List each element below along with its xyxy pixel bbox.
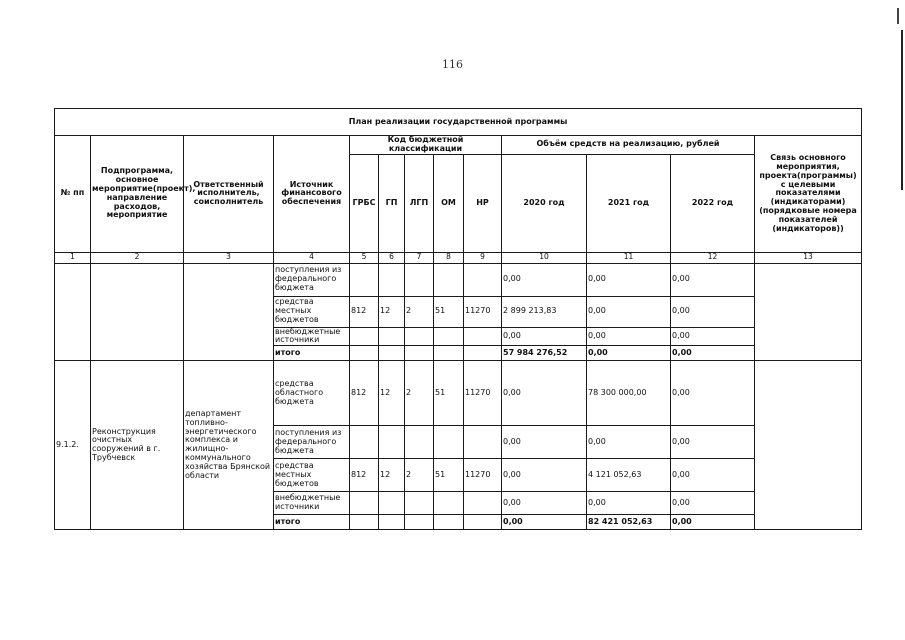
amount-2021: 0,00 (587, 327, 671, 346)
amount-2022: 0,00 (671, 296, 755, 327)
nr-cell (464, 492, 502, 515)
amount-2020: 0,00 (502, 263, 587, 296)
nr-cell (464, 327, 502, 346)
responsible-cell: департамент топливно-энергетического комплекса и жилищно-коммунального хозяйства Брянской области (184, 361, 274, 530)
nr-cell: 11270 (464, 459, 502, 492)
column-number: 5 (350, 252, 379, 263)
amount-2020: 0,00 (502, 459, 587, 492)
header-responsible: Ответственный исполнитель, соисполнитель (184, 136, 274, 253)
subprogram-cell: Реконструкция очистных сооружений в г. Трубчевск (91, 361, 184, 530)
lgp-cell (405, 327, 434, 346)
amount-2022: 0,00 (671, 361, 755, 426)
om-cell (434, 426, 464, 459)
header-gp: ГП (379, 154, 405, 252)
source-cell: итого (274, 515, 350, 530)
om-cell (434, 515, 464, 530)
column-number: 9 (464, 252, 502, 263)
header-link: Связь основного мероприятия, проекта(программы) с целевыми показателями (индикаторами) (порядковые номера показателей (индикаторов)) (755, 136, 862, 253)
nr-cell (464, 426, 502, 459)
responsible-cell (184, 263, 274, 361)
amount-2021: 4 121 052,63 (587, 459, 671, 492)
om-cell: 51 (434, 459, 464, 492)
gp-cell: 12 (379, 361, 405, 426)
lgp-cell (405, 263, 434, 296)
header-budget-code: Код бюджетной классификации (350, 136, 502, 155)
amount-2021: 0,00 (587, 346, 671, 361)
column-number: 4 (274, 252, 350, 263)
gp-cell (379, 346, 405, 361)
page-number: 116 (442, 58, 463, 71)
grbs-cell (350, 263, 379, 296)
om-cell: 51 (434, 361, 464, 426)
amount-2020: 0,00 (502, 361, 587, 426)
om-cell (434, 263, 464, 296)
source-cell: внебюджетные источники (274, 327, 350, 346)
om-cell (434, 327, 464, 346)
table-caption: План реализации государственной программы (55, 109, 862, 136)
source-cell: средства областного бюджета (274, 361, 350, 426)
table-row (55, 361, 862, 426)
program-plan-table (54, 108, 862, 530)
link-cell (755, 263, 862, 361)
header-funds: Объём средств на реализацию, рублей (502, 136, 755, 155)
scan-edge-mark-top (897, 8, 899, 24)
header-lgp: ЛГП (405, 154, 434, 252)
amount-2020: 0,00 (502, 327, 587, 346)
amount-2022: 0,00 (671, 515, 755, 530)
source-cell: поступления из федерального бюджета (274, 263, 350, 296)
amount-2022: 0,00 (671, 459, 755, 492)
om-cell (434, 492, 464, 515)
amount-2022: 0,00 (671, 346, 755, 361)
source-cell: итого (274, 346, 350, 361)
om-cell (434, 346, 464, 361)
amount-2021: 0,00 (587, 492, 671, 515)
lgp-cell (405, 515, 434, 530)
grbs-cell: 812 (350, 459, 379, 492)
header-2021: 2021 год (587, 154, 671, 252)
gp-cell (379, 327, 405, 346)
column-number: 8 (434, 252, 464, 263)
grbs-cell: 812 (350, 361, 379, 426)
grbs-cell (350, 492, 379, 515)
gp-cell (379, 492, 405, 515)
lgp-cell: 2 (405, 459, 434, 492)
table-row (55, 263, 862, 296)
header-om: ОМ (434, 154, 464, 252)
amount-2021: 0,00 (587, 263, 671, 296)
source-cell: средства местных бюджетов (274, 296, 350, 327)
column-number: 12 (671, 252, 755, 263)
gp-cell (379, 426, 405, 459)
amount-2021: 0,00 (587, 426, 671, 459)
header-subprogram: Подпрограмма, основное мероприятие(проект), направление расходов, мероприятие (91, 136, 184, 253)
grbs-cell (350, 426, 379, 459)
lgp-cell (405, 346, 434, 361)
amount-2020: 2 899 213,83 (502, 296, 587, 327)
column-number: 3 (184, 252, 274, 263)
column-number: 10 (502, 252, 587, 263)
scan-edge-mark (901, 30, 903, 190)
num-cell (55, 263, 91, 361)
amount-2022: 0,00 (671, 492, 755, 515)
grbs-cell: 812 (350, 296, 379, 327)
amount-2020: 0,00 (502, 492, 587, 515)
column-number: 6 (379, 252, 405, 263)
header-2022: 2022 год (671, 154, 755, 252)
amount-2021: 82 421 052,63 (587, 515, 671, 530)
gp-cell: 12 (379, 296, 405, 327)
amount-2022: 0,00 (671, 327, 755, 346)
nr-cell: 11270 (464, 361, 502, 426)
amount-2020: 57 984 276,52 (502, 346, 587, 361)
column-number: 13 (755, 252, 862, 263)
amount-2021: 78 300 000,00 (587, 361, 671, 426)
amount-2022: 0,00 (671, 263, 755, 296)
num-cell: 9.1.2. (55, 361, 91, 530)
nr-cell (464, 515, 502, 530)
gp-cell (379, 515, 405, 530)
amount-2021: 0,00 (587, 296, 671, 327)
lgp-cell: 2 (405, 296, 434, 327)
header-source: Источник финансового обеспечения (274, 136, 350, 253)
amount-2020: 0,00 (502, 426, 587, 459)
column-number-row (55, 252, 862, 263)
gp-cell: 12 (379, 459, 405, 492)
nr-cell (464, 346, 502, 361)
nr-cell: 11270 (464, 296, 502, 327)
gp-cell (379, 263, 405, 296)
lgp-cell (405, 426, 434, 459)
column-number: 1 (55, 252, 91, 263)
header-2020: 2020 год (502, 154, 587, 252)
header-nr: НР (464, 154, 502, 252)
om-cell: 51 (434, 296, 464, 327)
lgp-cell: 2 (405, 361, 434, 426)
grbs-cell (350, 515, 379, 530)
subprogram-cell (91, 263, 184, 361)
source-cell: поступления из федерального бюджета (274, 426, 350, 459)
header-num: № пп (55, 136, 91, 253)
amount-2020: 0,00 (502, 515, 587, 530)
column-number: 11 (587, 252, 671, 263)
amount-2022: 0,00 (671, 426, 755, 459)
lgp-cell (405, 492, 434, 515)
column-number: 7 (405, 252, 434, 263)
nr-cell (464, 263, 502, 296)
source-cell: средства местных бюджетов (274, 459, 350, 492)
column-number: 2 (91, 252, 184, 263)
source-cell: внебюджетные источники (274, 492, 350, 515)
grbs-cell (350, 327, 379, 346)
link-cell (755, 361, 862, 530)
grbs-cell (350, 346, 379, 361)
header-grbs: ГРБС (350, 154, 379, 252)
